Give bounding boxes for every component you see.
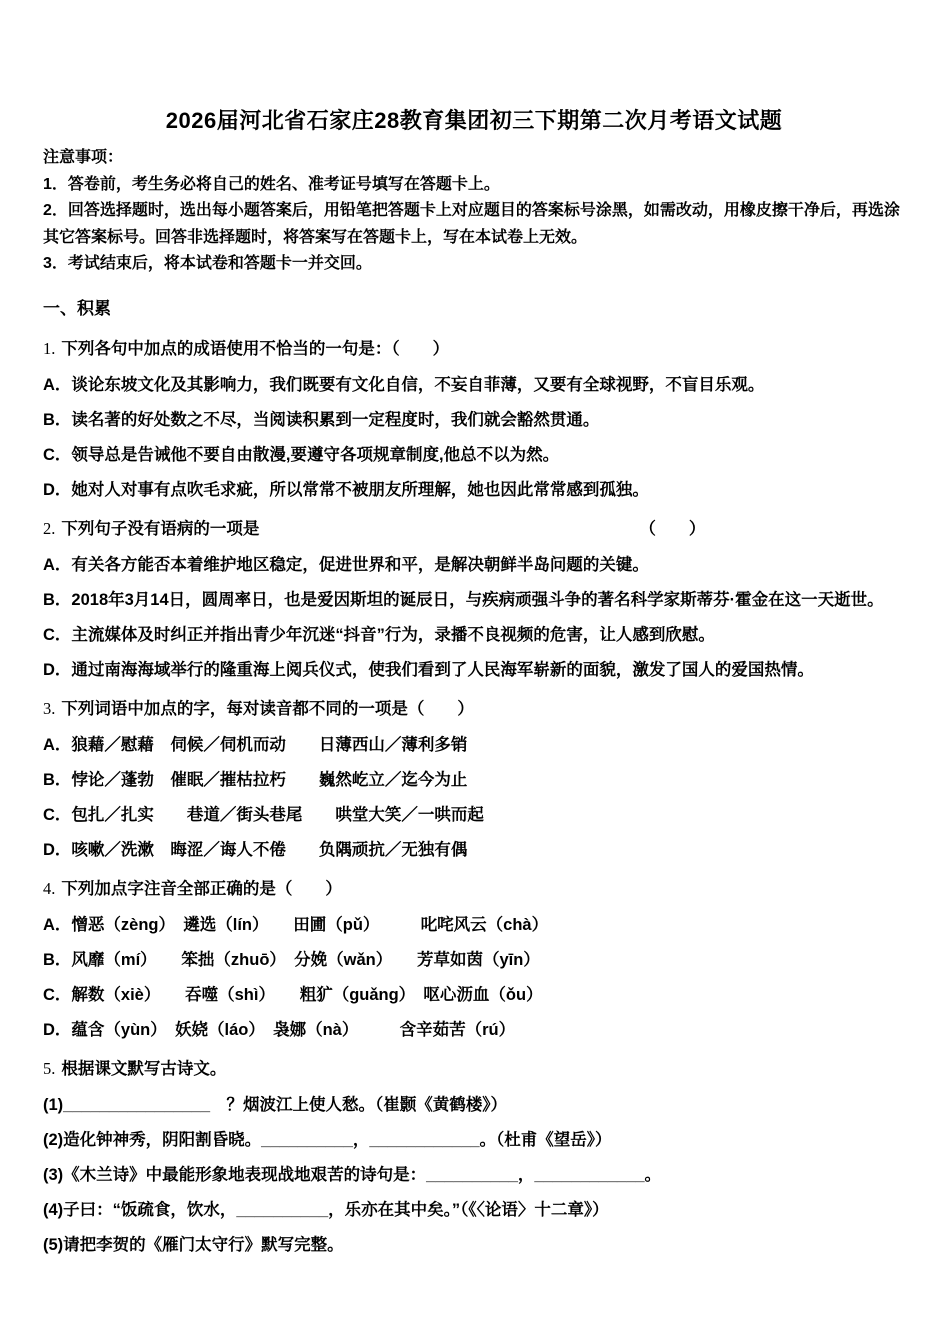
- notice-heading: 注意事项：: [43, 149, 124, 166]
- question-3-number: 3.: [43, 698, 56, 718]
- question-5-stem-text: 根据课文默写古诗文。: [61, 1059, 227, 1078]
- question-3: [43, 697, 905, 861]
- page-title: 2026届河北省石家庄28教育集团初三下期第二次月考语文试题: [165, 108, 783, 133]
- notice-item-2: 2．回答选择题时，选出每小题答案后，用铅笔把答题卡上对应题目的答案标号涂黑，如需改动，用橡皮擦干净后，再选涂其它答案标号。回答非选择题时，将答案写在答题卡上，写在本试卷上无效。: [43, 202, 900, 246]
- question-4-option-d: D．蕴含（yùn） 妖娆（láo） 袅娜（nà） 含辛茹苦（rú）: [43, 1020, 516, 1039]
- question-4-stem-text: 下列加点字注音全部正确的是（ ）: [61, 879, 342, 898]
- question-4-option-c: C．解数（xiè） 吞噬（shì） 粗犷（guǎng） 呕心沥血（ǒu）: [43, 985, 543, 1004]
- question-1-option-d: D．她对人对事有点吹毛求疵，所以常常不被朋友所理解，她也因此常常感到孤独。: [43, 480, 649, 499]
- question-2-stem: [43, 517, 905, 541]
- question-2-answer-paren: （ ）: [639, 519, 706, 538]
- question-5-item-4: (4)子曰：“饭疏食，饮水，__________，乐亦在其中矣。”（《〈论语〉十二章》）: [43, 1200, 609, 1219]
- question-5-stem: [43, 1057, 905, 1081]
- question-4-number: 4.: [43, 878, 56, 898]
- question-5-item-1: (1)________________ ？烟波江上使人愁。（崔颢《黄鹤楼》）: [43, 1095, 507, 1114]
- question-1-number: 1.: [43, 338, 56, 358]
- question-1-option-c: C．领导总是告诫他不要自由散漫,要遵守各项规章制度,他总不以为然。: [43, 445, 560, 464]
- question-2-stem-text: 下列句子没有语病的一项是: [61, 519, 260, 538]
- notice-section: [43, 145, 905, 278]
- question-4-option-b: B．风靡（mí） 笨拙（zhuō） 分娩（wǎn） 芳草如茵（yīn）: [43, 950, 540, 969]
- notice-item-1: 1．答卷前，考生务必将自己的姓名、准考证号填写在答题卡上。: [43, 175, 500, 193]
- section-heading: 一、积累: [43, 298, 111, 318]
- question-2-option-a: A．有关各方能否本着维护地区稳定，促进世界和平，是解决朝鲜半岛问题的关键。: [43, 555, 649, 574]
- notice-item-3: 3．考试结束后，将本试卷和答题卡一并交回。: [43, 255, 372, 272]
- question-1: [43, 337, 905, 501]
- question-5-number: 5.: [43, 1058, 56, 1078]
- question-3-stem: [43, 697, 905, 721]
- question-3-option-d: D．咳嗽／洗漱 晦涩／诲人不倦 负隅顽抗／无独有偶: [43, 840, 468, 859]
- question-1-option-b: B．读名著的好处数之不尽，当阅读积累到一定程度时，我们就会豁然贯通。: [43, 410, 600, 429]
- question-3-option-c: C．包扎／扎实 巷道／街头巷尾 哄堂大笑／一哄而起: [43, 805, 484, 824]
- question-2-number: 2.: [43, 518, 56, 538]
- question-4: [43, 877, 905, 1041]
- question-3-stem-text: 下列词语中加点的字，每对读音都不同的一项是（ ）: [61, 699, 474, 718]
- question-3-option-b: B．悖论／蓬勃 催眠／摧枯拉朽 巍然屹立／迄今为止: [43, 770, 468, 789]
- question-5-item-3: (3)《木兰诗》中最能形象地表现战地艰苦的诗句是：__________，____________。: [43, 1165, 662, 1184]
- question-2-option-d: D．通过南海海域举行的隆重海上阅兵仪式，使我们看到了人民海军崭新的面貌，激发了国人的爱国热情。: [43, 660, 814, 679]
- question-1-stem: [43, 337, 905, 361]
- question-1-stem-text: 下列各句中加点的成语使用不恰当的一句是：（ ）: [61, 339, 450, 358]
- question-5: [43, 1057, 905, 1256]
- question-5-item-5: (5)请把李贺的《雁门太守行》默写完整。: [43, 1235, 344, 1254]
- question-5-item-2: (2)造化钟神秀，阴阳割昏晓。__________，____________。（杜甫《望岳》）: [43, 1130, 612, 1149]
- question-3-option-a: A．狼藉／慰藉 伺候／伺机而动 日薄西山／薄利多销: [43, 735, 468, 754]
- question-2-option-b: B．2018年3月14日，圆周率日，也是爱因斯坦的诞辰日，与疾病顽强斗争的著名科学家斯蒂芬·霍金在这一天逝世。: [43, 590, 884, 609]
- question-4-option-a: A．憎恶（zèng） 遴选（lín） 田圃（pǔ） 叱咤风云（chà）: [43, 915, 549, 934]
- question-4-stem: [43, 877, 905, 901]
- question-1-option-a: A．谈论东坡文化及其影响力，我们既要有文化自信，不妄自菲薄，又要有全球视野，不盲目乐观。: [43, 375, 765, 394]
- question-2-option-c: C．主流媒体及时纠正并指出青少年沉迷“抖音”行为，录播不良视频的危害，让人感到欣慰。: [43, 625, 715, 644]
- question-2: [43, 517, 905, 681]
